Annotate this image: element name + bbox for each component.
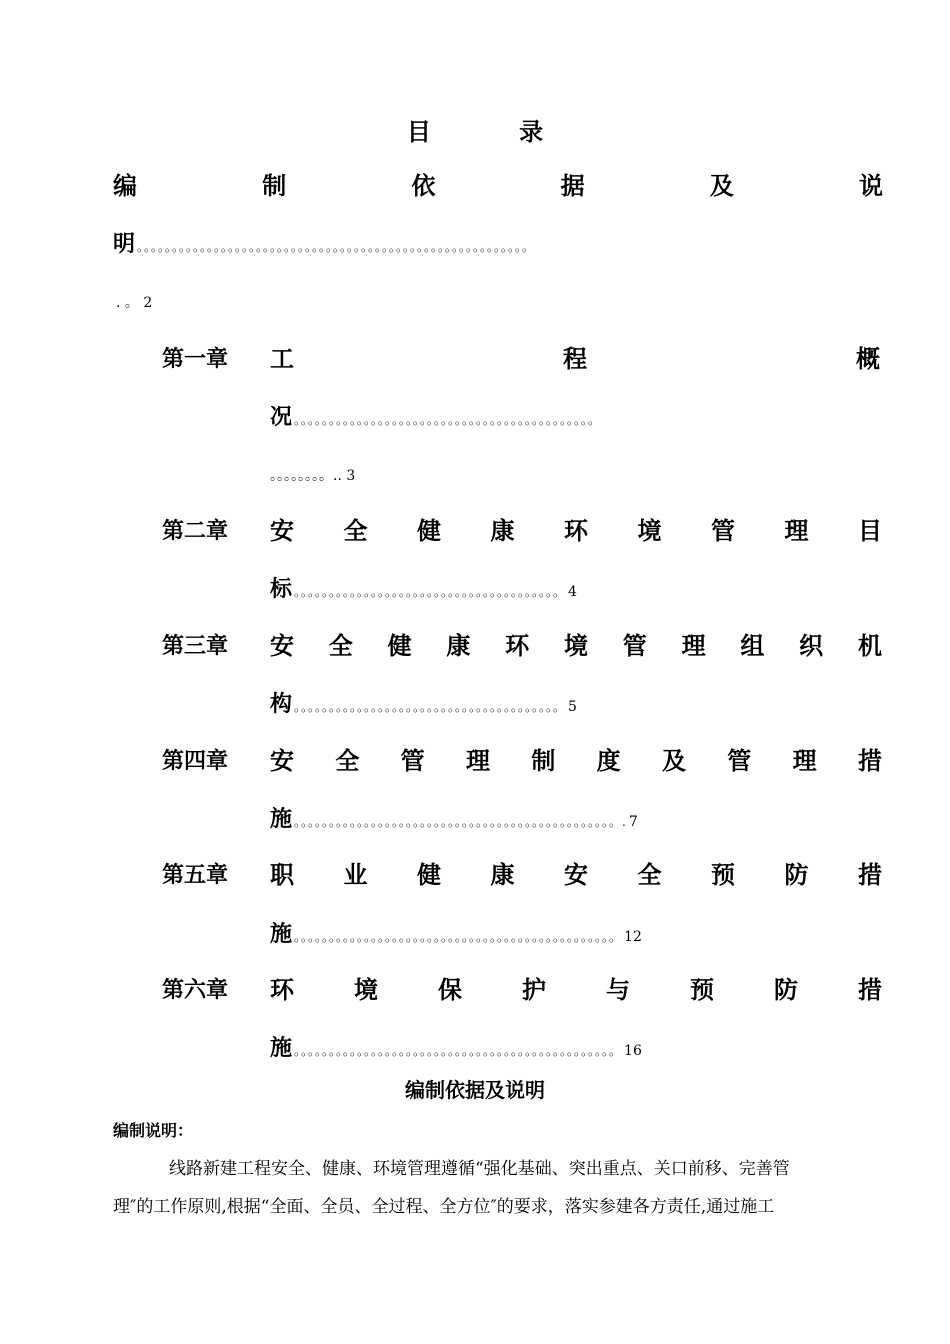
section-title: 编制依据及说明 (405, 1078, 545, 1102)
toc-chapter-leader (270, 803, 638, 838)
toc-lead-char: 施 (270, 1035, 293, 1061)
toc-chapter-leader (270, 918, 642, 953)
paragraph-line: 理″的工作原则,根据“全面、全员、全过程、全方位″的要求，落实参建各方责任,通过施工 (113, 1197, 775, 1217)
toc-char: 健 (417, 516, 441, 545)
toc-char: 健 (387, 631, 412, 660)
toc-lead-char: 明 (113, 231, 136, 257)
toc-intro-leader (113, 228, 883, 263)
toc-char: 管 (711, 516, 735, 545)
toc-chapter-title (270, 974, 882, 1006)
toc-char: 康 (446, 631, 471, 660)
toc-char: 目 (858, 516, 882, 545)
toc-page-number: 3 (346, 468, 356, 484)
toc-char: 保 (438, 975, 462, 1004)
toc-page-number: 4 (568, 584, 577, 600)
toc-chapter-label: 第二章 (162, 518, 229, 544)
toc-char: 境 (563, 631, 588, 660)
toc-intro-heading (113, 170, 883, 202)
toc-char: 概 (856, 344, 880, 373)
toc-chapter-title (270, 515, 882, 547)
toc-page-number: 12 (624, 929, 642, 945)
toc-chapter-label: 第三章 (162, 633, 229, 659)
toc-char: 管 (400, 746, 425, 775)
toc-char: 度 (596, 746, 621, 775)
toc-dots: 。。。。。。。。。。。。。。。。。。。。。。。。。。。。。。。。。。。。。。。。。。。 (294, 413, 602, 427)
toc-char: 全 (637, 860, 662, 889)
toc-char: 护 (522, 975, 546, 1004)
toc-chapter-title (270, 859, 882, 891)
toc-char: 及 (661, 746, 686, 775)
toc-page-number: 16 (624, 1043, 642, 1059)
toc-char: 理 (465, 746, 490, 775)
toc-char: 说 (858, 171, 883, 200)
toc-dots: 。。。。。。。。。。。。。。。。。。。。。。。。。。。。。。。。。。。。。。。。。。。。。。 (294, 1044, 623, 1058)
paragraph-line: 线路新建工程安全、健康、环境管理遵循“强化基础、突出重点、关口前移、完善管 (169, 1159, 790, 1179)
toc-chapter-label: 第六章 (162, 977, 229, 1003)
toc-dots: 。。。。。。。。.. (270, 468, 342, 484)
toc-dots: 。。。。。。。。。。。。。。。。。。。。。。。。。。。。。。。。。。。。。。 (294, 585, 567, 599)
toc-char: 措 (857, 746, 882, 775)
toc-char: 境 (637, 516, 662, 545)
toc-char: 境 (354, 975, 378, 1004)
toc-chapter-leader (270, 688, 577, 723)
toc-char: 安 (564, 860, 588, 889)
toc-char: 机 (857, 631, 882, 660)
toc-chapter-title (270, 343, 880, 375)
toc-intro-page-line (116, 293, 152, 313)
toc-char: 环 (505, 631, 530, 660)
toc-char: 安 (270, 631, 294, 660)
toc-char: 安 (270, 746, 294, 775)
toc-char: 管 (727, 746, 752, 775)
toc-char: 依 (411, 171, 436, 200)
toc-char: 全 (335, 746, 360, 775)
toc-chapter-label: 第一章 (162, 346, 229, 372)
toc-lead-char: 构 (270, 691, 293, 717)
toc-dots: 。。。。。。。。。。。。。。。。。。。。。。。。。。。。。。。。。。。。。。。。。。。。。。。。。。。。。。。。 (137, 240, 536, 254)
toc-lead-char: 施 (270, 806, 293, 832)
toc-lead-char: 施 (270, 921, 293, 947)
toc-page-number: 2 (143, 295, 153, 311)
toc-char: 组 (740, 631, 765, 660)
toc-char: 职 (270, 860, 294, 889)
toc-char: 康 (490, 860, 515, 889)
toc-char: 理 (792, 746, 817, 775)
toc-chapter-label: 第五章 (162, 862, 229, 888)
toc-char: 防 (774, 975, 798, 1004)
toc-page-number: 7 (628, 814, 638, 830)
toc-chapter-page-line (270, 466, 355, 486)
toc-char: 业 (343, 860, 368, 889)
toc-page-number: 5 (568, 699, 577, 715)
toc-char: 措 (858, 975, 882, 1004)
toc-char: 与 (606, 975, 630, 1004)
toc-char: 健 (417, 860, 441, 889)
toc-dots: 。。。。。。。。。。。。。。。。。。。。。。。。。。。。。。。。。。。。。。 (294, 700, 567, 714)
toc-chapter-label: 第四章 (162, 748, 229, 774)
toc-title: 目 录 (406, 117, 584, 146)
toc-char: 编 (113, 171, 137, 200)
toc-char: 预 (690, 975, 714, 1004)
toc-char: 制 (531, 746, 556, 775)
toc-char: 环 (564, 516, 588, 545)
toc-char: 安 (270, 516, 294, 545)
toc-char: 程 (563, 344, 587, 373)
toc-char: 全 (343, 516, 368, 545)
toc-char: 理 (681, 631, 706, 660)
toc-chapter-title (270, 630, 882, 662)
toc-chapter-leader (270, 1032, 642, 1067)
toc-dots: 。。。。。。。。。。。。。。。。。。。。。。。。。。。。。。。。。。。。。。。。。。。。。。 (294, 930, 623, 944)
toc-dots: 。。。。。。。。。。。。。。。。。。。。。。。。。。。。。。。。。。。。。。。。。。。。。。. (294, 815, 627, 829)
toc-char: 措 (858, 860, 882, 889)
toc-char: 据 (560, 171, 585, 200)
toc-char: 理 (784, 516, 809, 545)
toc-dots: . 。 (116, 295, 139, 311)
toc-lead-char: 况 (270, 404, 293, 430)
toc-chapter-title (270, 745, 882, 777)
sub-heading: 编制说明： (113, 1121, 194, 1140)
toc-char: 织 (799, 631, 824, 660)
toc-char: 制 (262, 171, 287, 200)
toc-lead-char: 标 (270, 576, 293, 602)
toc-char: 管 (622, 631, 647, 660)
toc-char: 预 (711, 860, 735, 889)
toc-char: 防 (784, 860, 809, 889)
toc-chapter-leader (270, 573, 577, 608)
toc-chapter-leader (270, 401, 882, 436)
toc-char: 工 (270, 344, 294, 373)
toc-char: 康 (490, 516, 515, 545)
toc-char: 全 (328, 631, 353, 660)
toc-char: 及 (709, 171, 734, 200)
toc-char: 环 (270, 975, 294, 1004)
